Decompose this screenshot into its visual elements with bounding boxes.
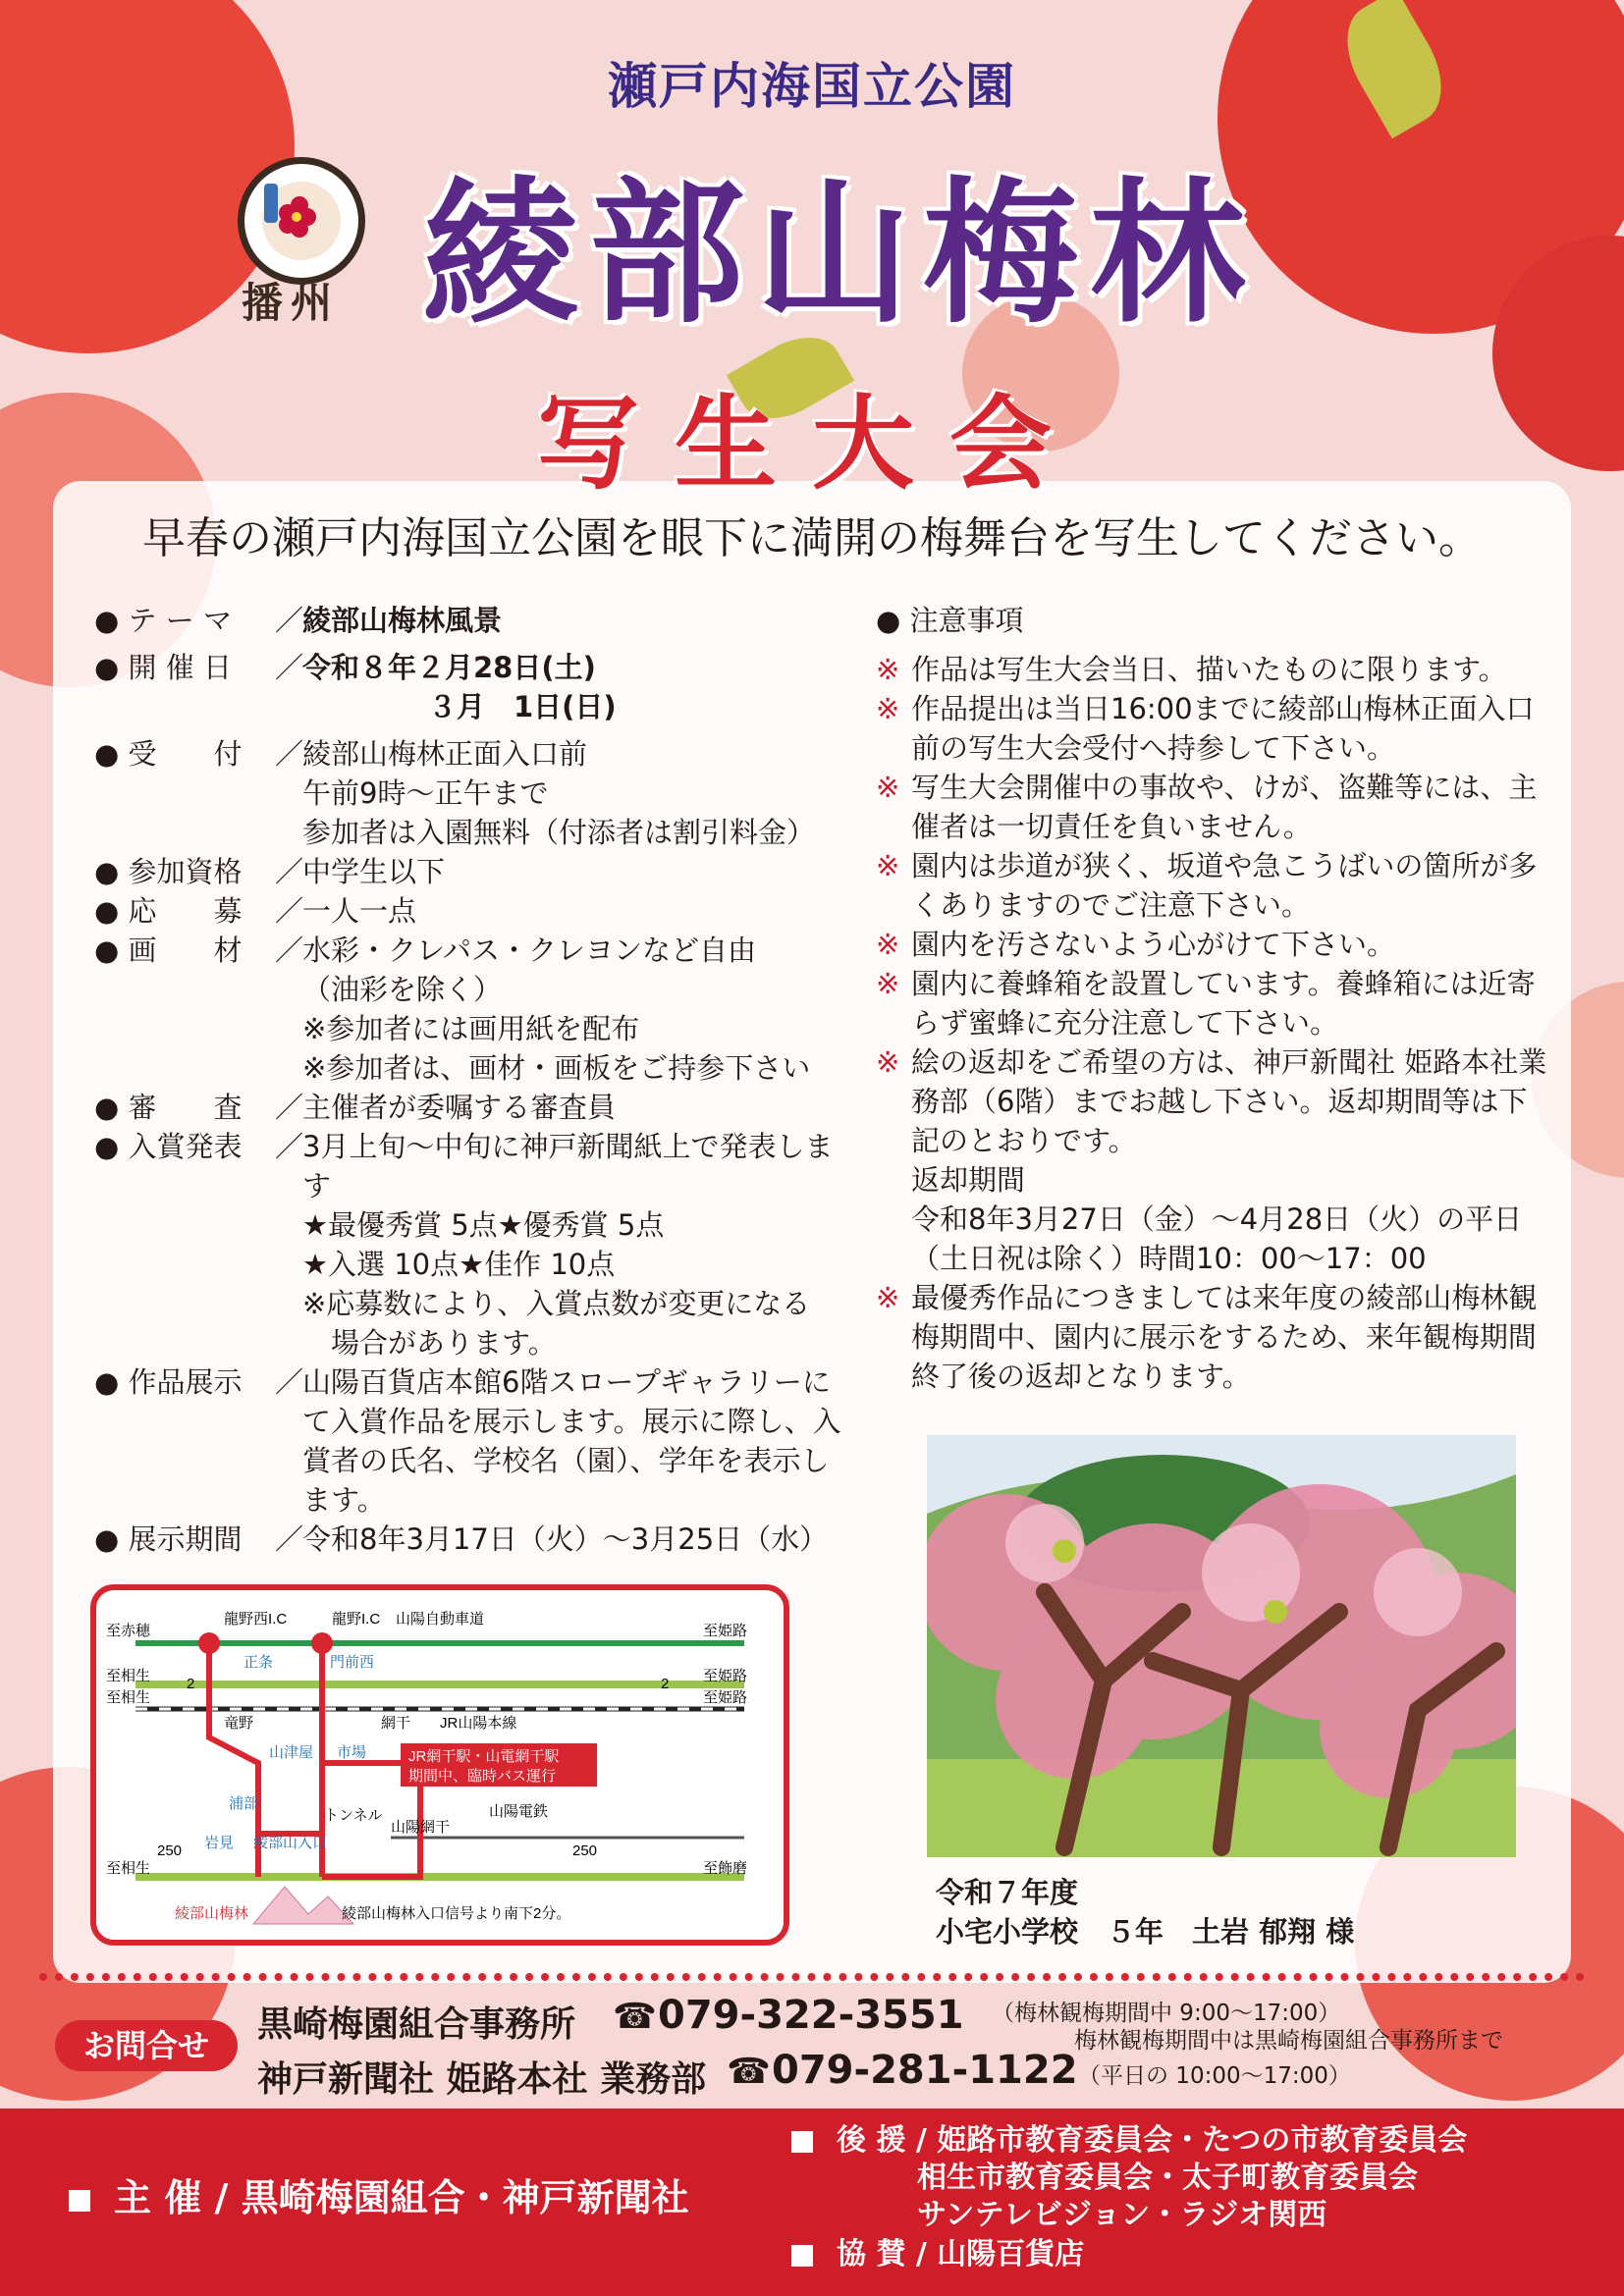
map-label: 綾部山梅林入口信号より南下2分。 [342, 1905, 571, 1922]
square-bullet-icon [69, 2190, 90, 2212]
info-value: ★入選 10点★佳作 10点 [302, 1248, 616, 1281]
dotted-divider [39, 1973, 1585, 1991]
footer-host: 主 催 / 黒崎梅園組合・神戸新聞社 [69, 2167, 689, 2221]
info-value: 令和8年3月17日（火）〜3月25日（水） [302, 1522, 829, 1556]
map-label: 龍野西I.C [224, 1611, 288, 1628]
plum-logo-icon [244, 164, 358, 278]
map-label: トンネル [324, 1807, 383, 1824]
map-label: 山陽網干 [391, 1819, 451, 1836]
contact-badge: お問合せ [55, 2020, 238, 2071]
sample-painting [927, 1435, 1516, 1857]
info-value: 山陽百貨店本館6階スロープギャラリーにて入賞作品を展示します。展示に際し、入賞者の氏名、学校名（園）、学年を表示します。 [302, 1365, 841, 1517]
ic-marker [311, 1632, 333, 1654]
map-label: 山陽自動車道 [396, 1611, 485, 1628]
info-value: 綾部山梅林正面入口前 [302, 737, 588, 771]
info-value: ３月 1日(日) [428, 690, 617, 723]
lead-text: 早春の瀬戸内海国立公園を眼下に満開の梅舞台を写生してください。 [142, 513, 1482, 563]
map-label: JR山陽本線 [440, 1715, 517, 1732]
info-value: 綾部山梅林風景 [302, 604, 503, 637]
map-label: 竜野 [224, 1715, 254, 1732]
map-label: 正条 [244, 1654, 274, 1671]
phone-icon: ☎ [613, 1997, 657, 2037]
square-bullet-icon [791, 2131, 813, 2153]
info-judging: ● 審 査 ／ 主催者が委嘱する審査員 [94, 1088, 850, 1127]
info-value: 中学生以下 [302, 855, 446, 888]
info-label: ● 展示期間 [94, 1522, 243, 1556]
map-label: 至相生 [106, 1689, 151, 1706]
map-label: 龍野I.C [332, 1611, 381, 1628]
map-label: 至姫路 [703, 1623, 748, 1639]
info-exhibition: ● 作品展示 ／ 山陽百貨店本館6階スロープギャラリーにて入賞作品を展示します。展示に際し、入賞者の氏名、学校名（園）、学年を表示します。 [94, 1362, 850, 1520]
contact-note: 梅林観梅期間中は黒崎梅園組合事務所まで [1074, 2028, 1503, 2054]
note-item: ※ 園内に養蜂箱を設置しています。養蜂箱には近寄らず蜜蜂に充分注意して下さい。 [876, 967, 1536, 1040]
map-label: 綾部山梅林 [175, 1905, 249, 1922]
contact-hours2: （平日の 10:00〜17:00） [1078, 2063, 1351, 2089]
logo-text: 播州 [242, 279, 341, 327]
return-title: 返却期間 [911, 1163, 1026, 1197]
mountain-icon [253, 1887, 353, 1924]
info-value: 主催者が委嘱する審査員 [302, 1091, 617, 1124]
info-value: ※参加者は、画材・画板をご持参下さい [302, 1051, 811, 1085]
info-value: 3月上旬〜中旬に神戸新聞紙上で発表します [302, 1130, 834, 1202]
map-label: 至相生 [106, 1860, 151, 1877]
info-value: 令和８年２月28日(土) [302, 651, 596, 684]
map-label: 至姫路 [703, 1668, 748, 1684]
plum-painting-image [927, 1435, 1516, 1857]
note-item: ※ 作品提出は当日16:00までに綾部山梅林正面入口前の写生大会受付へ持参して下さい。 [876, 692, 1535, 765]
bus-notice: JR網干駅・山電網干駅 [408, 1748, 560, 1765]
contact-org1: 黒崎梅園組合事務所 [257, 2004, 576, 2045]
info-value: ★最優秀賞 5点★優秀賞 5点 [302, 1208, 665, 1242]
access-map [90, 1584, 789, 1946]
note-item: ※ 最優秀作品につきましては来年度の綾部山梅林観梅期間中、園内に展示をするため、来年観梅期間終了後の返却となります。 [876, 1281, 1538, 1393]
info-eligibility: ● 参加資格 ／ 中学生以下 [94, 852, 850, 891]
map-label: 浦部 [229, 1795, 259, 1812]
route-marker: 250 [572, 1842, 598, 1859]
banshu-logo [238, 157, 365, 285]
footer-support: 後 援 / 姫路市教育委員会・たつの市教育委員会 [791, 2122, 1467, 2160]
route-marker: 2 [661, 1676, 670, 1692]
info-date: ● 開 催 日 ／ 令和８年２月28日(土) ３月 1日(日) [94, 648, 850, 726]
info-reception: ● 受 付 ／ 綾部山梅林正面入口前 午前9時〜正午まで 参加者は入園無料（付添者は割引料金） [94, 734, 850, 852]
info-label: ● テ ー マ [94, 604, 232, 637]
main-title: 綾部山梅林 [422, 163, 1257, 345]
map-label: 綾部山入口 [253, 1835, 328, 1851]
info-label: ● 応 募 [94, 894, 243, 928]
info-value: 参加者は入園無料（付添者は割引料金） [302, 816, 816, 849]
info-value: 一人一点 [302, 894, 417, 928]
info-value: 午前9時〜正午まで [302, 776, 549, 810]
park-name: 瀬戸内海国立公園 [608, 57, 1016, 115]
map-label: 網干 [381, 1715, 411, 1732]
square-bullet-icon [791, 2245, 813, 2267]
map-label: 山津屋 [269, 1744, 314, 1761]
info-label: ● 審 査 [94, 1091, 243, 1124]
notes-section [876, 601, 1553, 1396]
map-label: 山陽電鉄 [489, 1803, 549, 1820]
contact-tel2: 079-281-1122 [772, 2048, 1078, 2093]
map-label: 至飾磨 [703, 1860, 748, 1877]
map-label: 至赤穂 [106, 1623, 151, 1639]
return-period: 令和8年3月27日（金）〜4月28日（火）の平日（土日祝は除く）時間10：00〜17：00 [911, 1202, 1523, 1275]
phone-icon: ☎ [727, 2052, 771, 2092]
info-label: ● 入賞発表 [94, 1130, 243, 1163]
contact-tel1: 079-322-3551 [658, 1993, 964, 2038]
map-label: 門前西 [330, 1654, 375, 1671]
info-label: ● 作品展示 [94, 1365, 243, 1399]
route-marker: 250 [157, 1842, 183, 1859]
map-label: 至相生 [106, 1668, 151, 1684]
note-item: ※ 園内は歩道が狭く、坂道や急こうばいの箇所が多くありますのでご注意下さい。 [876, 849, 1538, 922]
info-value: 水彩・クレパス・クレヨンなど自由 [302, 934, 756, 967]
info-label: ● 画 材 [94, 934, 243, 967]
note-item: ※ 作品は写生大会当日、描いたものに限ります。 [876, 653, 1507, 686]
route-marker: 2 [187, 1676, 195, 1692]
contact-org2: 神戸新聞社 姫路本社 業務部 [257, 2059, 707, 2100]
info-value: ※応募数により、入賞点数が変更になる [302, 1287, 811, 1320]
ic-marker [198, 1632, 220, 1654]
footer-sponsor: 協 賛 / 山陽百貨店 [791, 2236, 1084, 2273]
caption-school: 小宅小学校 ５年 土岩 郁翔 様 [936, 1915, 1355, 1949]
painting-caption [936, 1873, 1354, 1951]
contact-hours1: （梅林観梅期間中 9:00〜17:00） [992, 2001, 1341, 2026]
footer-support: サンテレビジョン・ラジオ関西 [917, 2198, 1327, 2232]
map-label: 岩見 [204, 1835, 235, 1851]
event-info [94, 601, 850, 1559]
map-label: 市場 [337, 1744, 367, 1761]
note-item: ※ 園内を汚さないよう心がけて下さい。 [876, 928, 1396, 961]
route-map [96, 1590, 784, 1940]
notes-heading: ● 注意事項 [876, 604, 1024, 637]
info-materials: ● 画 材 ／ 水彩・クレパス・クレヨンなど自由 （油彩を除く） ※参加者には画用紙を配布 ※参加者は、画材・画板をご持参下さい [94, 931, 850, 1088]
bus-notice: 期間中、臨時バス運行 [408, 1768, 557, 1785]
info-label: ● 受 付 [94, 737, 243, 771]
info-awards: ● 入賞発表 ／ 3月上旬〜中旬に神戸新聞紙上で発表します ★最優秀賞 5点★優秀賞 5点 ★入選 10点★佳作 10点 ※応募数により、入賞点数が変更になる 場合があります。 [94, 1127, 850, 1362]
info-theme: ● テ ー マ ／ 綾部山梅林風景 [94, 601, 850, 640]
info-period: ● 展示期間 ／ 令和8年3月17日（火）〜3月25日（水） [94, 1520, 850, 1559]
sub-title: 写生大会 [536, 384, 1087, 504]
info-value: （油彩を除く） [302, 973, 503, 1006]
caption-year: 令和７年度 [936, 1876, 1079, 1909]
info-label: ● 参加資格 [94, 855, 243, 888]
footer-support: 相生市教育委員会・太子町教育委員会 [917, 2161, 1418, 2195]
info-value: 場合があります。 [302, 1326, 557, 1360]
note-item: ※ 写生大会開催中の事故や、けが、盗難等には、主催者は一切責任を負いません。 [876, 771, 1538, 843]
info-application: ● 応 募 ／ 一人一点 [94, 891, 850, 931]
info-label: ● 開 催 日 [94, 651, 232, 684]
map-label: 至姫路 [703, 1689, 748, 1706]
note-item: ※ 絵の返却をご希望の方は、神戸新聞社 姫路本社業務部（6階）までお越し下さい。返却期間等は下記のとおりです。 [876, 1045, 1547, 1157]
info-value: ※参加者には画用紙を配布 [302, 1012, 640, 1045]
